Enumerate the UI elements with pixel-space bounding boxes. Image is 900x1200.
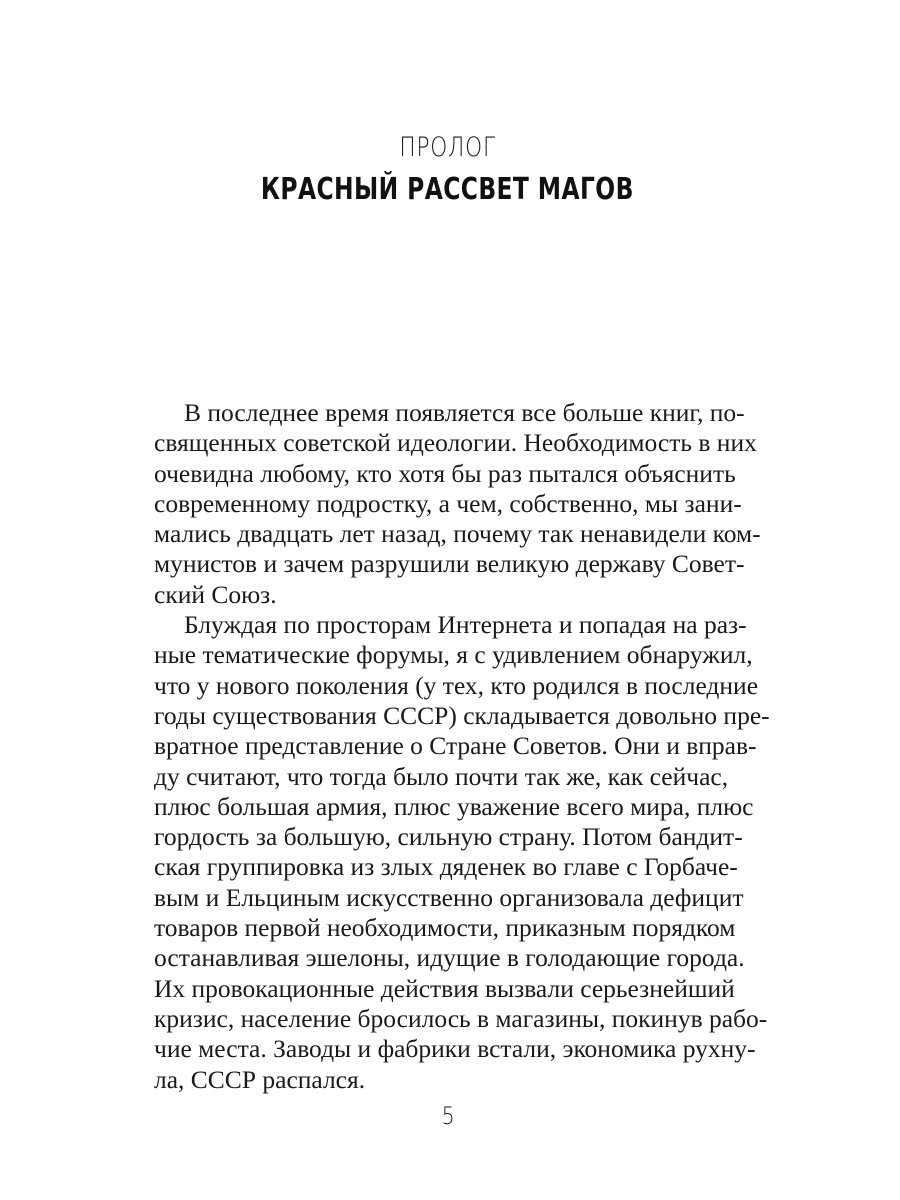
text-line: Их провокационные действия вызвали серьезнейший <box>154 973 735 1003</box>
text-line: гордость за большую, сильную страну. Потом бандит- <box>154 822 743 852</box>
body-text <box>154 398 770 1095</box>
text-line: современному подростку, а чем, собственно, мы зани- <box>154 488 742 518</box>
text-line: священных советской идеологии. Необходимость в них <box>154 428 757 458</box>
text-line: товаров первой необходимости, приказным порядком <box>154 913 736 943</box>
chapter-label: ПРОЛОГ <box>399 132 496 163</box>
text-line: ду считают, что тогда было почти так же, как сейчас, <box>154 761 729 791</box>
text-line: вратное представление о Стране Советов. Они и вправ- <box>154 731 757 761</box>
chapter-title: КРАСНЫЙ РАССВЕТ МАГОВ <box>260 172 634 207</box>
text-line: годы существования СССР) складывается довольно пре- <box>154 700 770 730</box>
text-line: Блуждая по просторам Интернета и попадая на раз- <box>184 610 747 640</box>
text-line: очевидна любому, кто хотя бы раз пытался объяснить <box>154 458 736 488</box>
text-line: ская группировка из злых дяденек во главе с Горбаче- <box>154 852 738 882</box>
text-line: что у нового поколения (у тех, кто родился в последние <box>154 670 759 700</box>
text-line: плюс большая армия, плюс уважение всего мира, плюс <box>154 791 754 821</box>
text-line: ла, СССР распался. <box>154 1064 366 1094</box>
text-line: останавливая эшелоны, идущие в голодающие города. <box>154 943 745 973</box>
text-line: вым и Ельциным искусственно организовала дефицит <box>154 882 744 912</box>
text-line: чие места. Заводы и фабрики встали, экономика рухну- <box>154 1034 756 1064</box>
text-line: ский Союз. <box>154 579 277 609</box>
text-line: ные тематические форумы, я с удивлением обнаружил, <box>154 640 753 670</box>
paragraph-1 <box>154 398 761 610</box>
text-line: мунистов и зачем разрушили великую державу Совет- <box>154 549 745 579</box>
text-line: мались двадцать лет назад, почему так ненавидели ком- <box>154 519 761 549</box>
page-number: 5 <box>441 1102 455 1130</box>
text-line: В последнее время появляется все больше книг, по- <box>184 398 745 427</box>
paragraph-2 <box>154 610 770 1095</box>
text-line: кризис, население бросилось в магазины, покинув рабо- <box>154 1003 768 1033</box>
